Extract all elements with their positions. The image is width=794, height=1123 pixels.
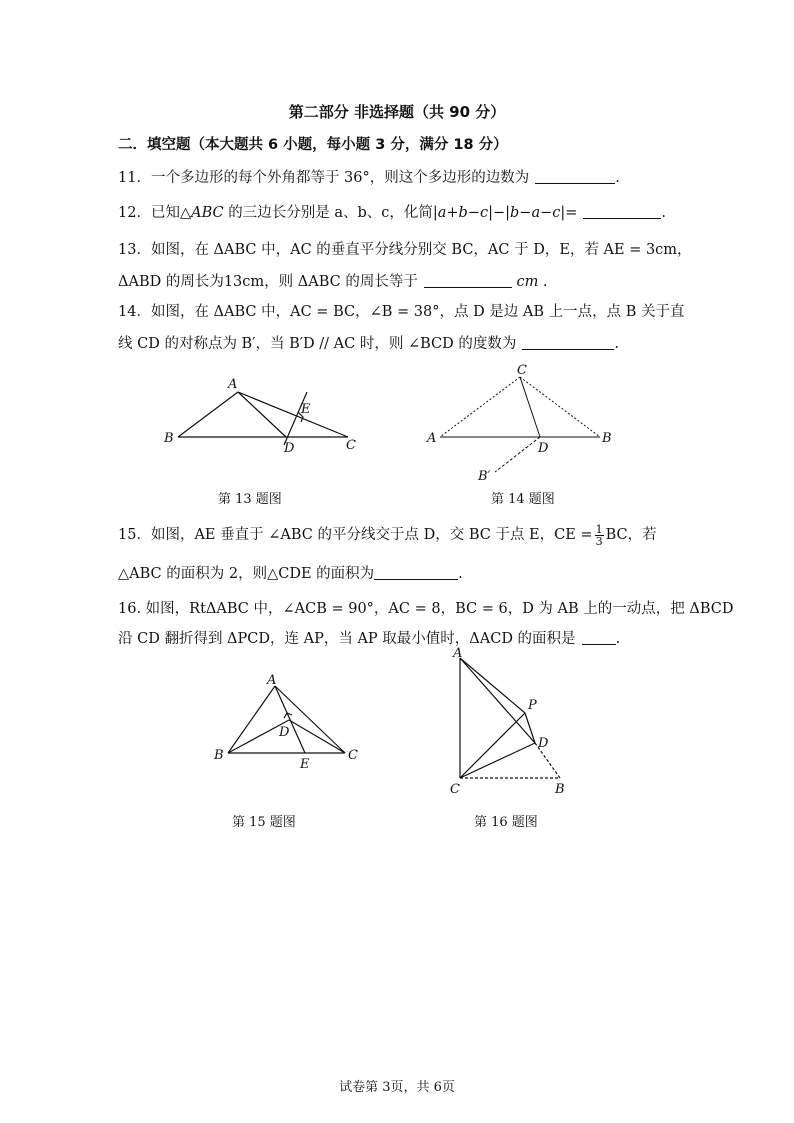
figure-14 [425,360,625,485]
figure-15 [205,668,370,776]
section-title: 二．填空题（本大题共 6 小题，每小题 3 分，满分 18 分） [118,137,508,153]
q12-end: . [661,205,667,221]
question-13-line1: 13．如图，在 ΔABC 中，AC 的垂直平分线分别交 BC，AC 于 D，E，若 AE = 3cm， [118,242,692,258]
fig13-label-E: E [301,402,311,417]
q11-answer-blank[interactable] [535,169,615,184]
fig14-segment-DBprime [495,437,540,472]
question-15-line1 [118,523,657,547]
fig13-label-B: B [164,431,174,446]
fig13-label-D: D [284,441,295,456]
part-title: 第二部分 非选择题（共 90 分） [288,103,506,121]
q15-answer-blank[interactable] [374,565,458,580]
fig15-label-E: E [300,757,310,772]
fig14-segment-CD [520,377,540,437]
fig14-label-Bprime: B′ [478,469,491,484]
q14-line2: 线 CD 的对称点为 B′，当 B′D // AC 时，则 ∠BCD 的度数为 [118,336,517,352]
fig14-label-B: B [602,431,612,446]
question-16-line1: 16. 如图，RtΔABC 中，∠ACB = 90°，AC = 8，BC = 6，D 为 AB 上的一动点，把 ΔBCD [118,601,734,617]
fig13-caption: 第 13 题图 [218,492,282,507]
q15-post: BC，若 [605,527,657,543]
q13-answer-blank[interactable] [424,273,512,288]
q14-end: . [614,336,619,352]
question-13-line2 [118,270,548,291]
question-11 [118,166,620,187]
fig15-label-C: C [348,748,358,763]
q12-expr: |a+b−c|−|b−a−c|= [432,205,578,221]
q15-pre: 15．如图，AE 垂直于 ∠ABC 的平分线交于点 D，交 BC 于点 E，CE = [118,527,593,543]
fig15-segment-AE [275,686,305,753]
q12-mid: 的三边长分别是 a、b、c，化简 [223,205,433,221]
q14-answer-blank[interactable] [522,335,614,350]
figure-13 [160,372,370,462]
fig16-segment-CP [460,713,525,778]
q13-line2: ΔABD 的周长为13cm，则 ΔABC 的周长等于 [118,274,418,290]
fig14-segment-CA [440,377,520,437]
fig15-label-A: A [267,673,277,688]
q16-line2: 沿 CD 翻折得到 ΔPCD，连 AP，当 AP 取最小值时，ΔACD 的面积是 [118,631,576,647]
fig13-segment-AC [238,392,348,437]
q15-frac-den: 3 [595,534,603,548]
fig13-label-C: C [346,438,356,453]
fig14-label-D: D [538,441,549,456]
figure-16 [445,643,580,798]
q11-text: 11．一个多边形的每个外角都等于 36°，则这个多边形的边数为 [118,170,530,186]
q15-fraction [595,524,604,547]
fig13-segment-AD [238,392,286,437]
q11-end: . [615,170,620,186]
fig16-segment-PD [525,713,535,743]
fig16-label-P: P [528,698,537,713]
q15-frac-num: 1 [595,522,603,536]
fig15-segment-BA [228,686,275,753]
fig16-segment-CD [460,743,535,778]
fig16-segment-AD [460,658,535,743]
q12-abc: ABC [191,205,224,221]
q16-end: . [615,631,621,647]
page-footer: 试卷第 3页，共 6页 [339,1080,455,1095]
fig14-segment-CB [520,377,600,437]
fig16-segment-AP [460,658,525,713]
fig15-segment-AC [275,686,345,753]
question-14-line1: 14．如图，在 ΔABC 中，AC = BC，∠B = 38°，点 D 是边 AB 上一点，点 B 关于直 [118,304,685,320]
question-12 [118,201,666,222]
fig13-label-A: A [228,377,238,392]
fig14-label-A: A [427,431,437,446]
fig16-label-C: C [450,782,460,797]
fig16-label-B: B [555,782,565,797]
fig14-label-C: C [517,363,527,378]
fig15-caption: 第 15 题图 [232,815,296,830]
q13-unit: cm . [516,274,548,290]
fig14-caption: 第 14 题图 [491,492,555,507]
fig16-caption: 第 16 题图 [474,815,538,830]
fig16-label-D: D [538,736,549,751]
q15-line2: △ABC 的面积为 2，则△CDE 的面积为 [118,566,375,582]
q16-answer-blank[interactable] [582,630,616,645]
fig15-label-B: B [214,748,224,763]
question-14-line2 [118,332,619,353]
fig13-segment-BA [178,392,238,437]
q15-end: . [458,566,463,582]
q12-answer-blank[interactable] [583,204,661,219]
fig16-label-A: A [453,646,463,661]
question-15-line2 [118,562,463,583]
q12-pre: 12．已知△ [118,205,192,221]
fig15-label-D: D [279,725,290,740]
